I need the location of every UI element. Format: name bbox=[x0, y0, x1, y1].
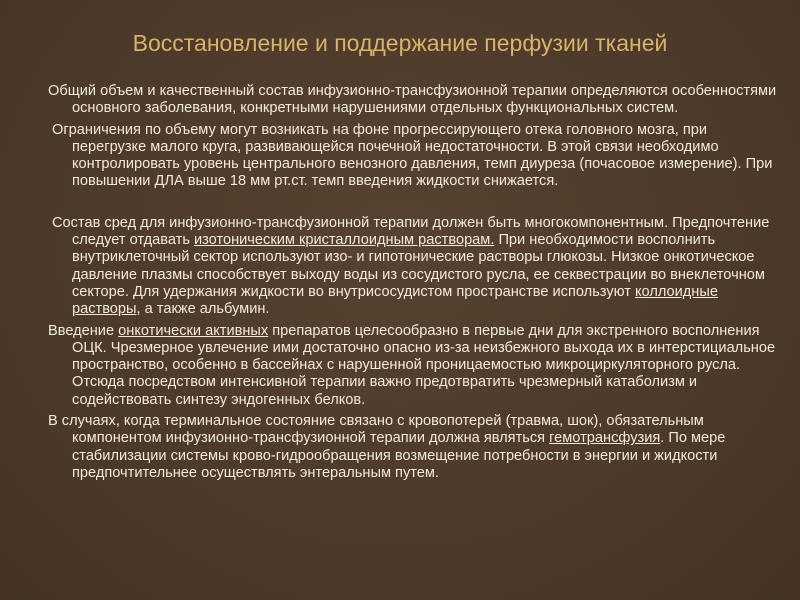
paragraph-text: Состав сред для инфузионно-трансфузионной терапии должен быть многокомпонентным. Предпочтение следует отдавать bbox=[52, 214, 770, 249]
hemotransfusion-link[interactable]: гемотрансфузия bbox=[549, 430, 661, 447]
paragraph-oncotic-agents bbox=[48, 323, 778, 409]
slide-body bbox=[48, 83, 778, 482]
paragraph-blood-loss bbox=[48, 413, 778, 482]
isotonic-crystalloids-link[interactable]: изотоническим кристаллоидным растворам. bbox=[193, 232, 495, 249]
paragraph-text: В случаях, когда терминальное состояние связано с кровопотерей (травма, шок), обязательным компонентом инфузионно-трансфузионной терапии должна являться bbox=[48, 413, 704, 447]
paragraph-general-volume: Общий объем и качественный состав инфузионно-трансфузионной терапии определяются особенностями основного заболевания, конкретными нарушениями отдельных функциональных систем. bbox=[48, 83, 777, 117]
paragraph-text: Введение bbox=[48, 322, 119, 339]
oncotic-active-link[interactable]: онкотически активных bbox=[118, 322, 269, 339]
paragraph-text: , а также альбумин. bbox=[136, 301, 270, 318]
slide-title: Восстановление и поддержание перфузии тканей bbox=[132, 30, 668, 56]
paragraph-text: препаратов целесообразно в первые дни для экстренного восполнения ОЦК. Чрезмерное увлечение ими достаточно опасно из-за неизбежного выхода их в интерстициальное пространство, особенно в бассейнах с нарушенной проницаемостью микроциркуляторного русла. Отсюда посредством интенсивной терапии важно предотвратить чрезмерный катаболизм и содействовать синтезу эндогенных белков. bbox=[72, 322, 776, 408]
paragraph-text: При необходимости восполнить внутриклеточный сектор используют изо- и гипотонические растворы глюкозы. Низкое онкотическое давление плазмы способствует выходу воды из сосудистого русла, ее секвестрации во внеклеточном секторе. Для удержания жидкости во внутрисосудистом пространстве используют bbox=[72, 232, 765, 300]
paragraph-volume-limits: Ограничения по объему могут возникать на фоне прогрессирующего отека головного мозга, при перегрузке малого круга, развивающейся почечной недостаточности. В этой связи необходимо контролировать уровень центрального венозного давления, темп диуреза (почасовое измерение). При повышении ДЛА выше 18 мм рт.ст. темп введения жидкости снижается. bbox=[52, 121, 773, 190]
paragraph-media-composition bbox=[48, 215, 778, 319]
paragraph-text: . По мере стабилизации системы крово-гидрообращения возмещение потребности в энергии и жидкости предпочтительнее осуществлять энтеральным путем. bbox=[72, 430, 726, 481]
colloid-solutions-link[interactable]: коллоидные растворы bbox=[72, 283, 718, 318]
